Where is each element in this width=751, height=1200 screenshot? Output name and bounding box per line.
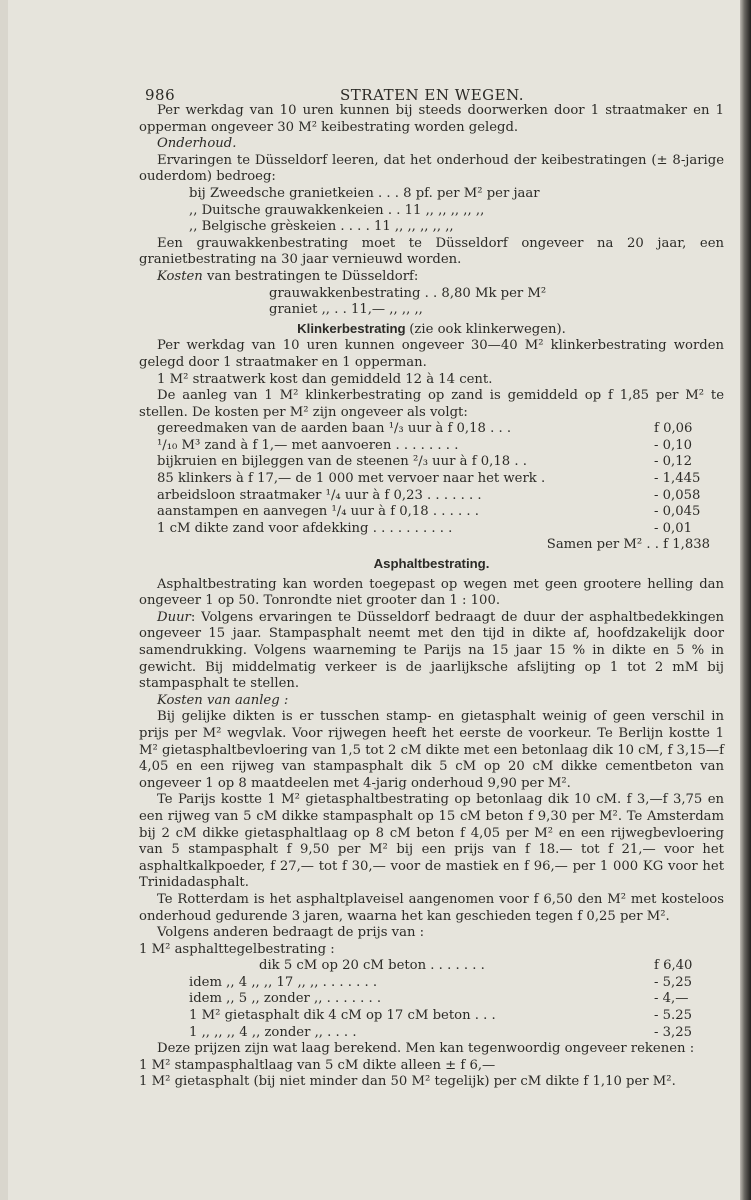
cost-row [139, 488, 724, 505]
tegel-value: f 6,40 [654, 958, 693, 974]
cost-label: arbeidsloon straatmaker ¹/₄ uur à f 0,23 . . . . . . . [157, 487, 482, 503]
asphalt-parijs: Te Parijs kostte 1 M² gietasphaltbestrating op betonlaag dik 10 cM. f 3,—f 3,75 en een rijweg van 5 cM dikke stampasphalt op 15 cM beton f 9,30 per M². Te Amsterdam bij 2 cM dikke gietasphaltlaag op 8 cM beton f 4,05 per M² en een rijwegbevloering van 5 stampasphalt f 9,50 per M² bij een prijs van f 18.— tot f 21,— voor het asphaltkalkpoeder, f 27,— tot f 30,— voor de mastiek en f 96,— per 1 000 KG voor het Trinidadasphalt. [139, 792, 724, 891]
tegel-row [139, 958, 724, 975]
tegel-heading: 1 M² asphalttegelbestrating : [139, 941, 335, 957]
cost-label: aanstampen en aanvegen ¹/₄ uur à f 0,18 . . . . . . [157, 504, 479, 520]
tegel-label: idem ,, 4 ,, ,, 17 ,, ,, . . . . . . . [189, 974, 378, 990]
kosten-item: grauwakkenbestrating . . 8,80 Mk per M² [269, 285, 547, 301]
tegel-value: - 5.25 [654, 1008, 693, 1024]
tegel-value: - 4,— [654, 991, 689, 1007]
cost-value: f 0,06 [654, 421, 693, 437]
klinker-p3: De aanleg van 1 M² klinkerbestrating op zand is gemiddeld op f 1,85 per M² te stellen. De kosten per M² zijn ongeveer als volgt: [139, 388, 724, 420]
tegel-row [139, 1025, 724, 1042]
asphalt-p1: Asphaltbestrating kan worden toegepast op wegen met geen grootere helling dan ongeveer 1 op 50. Tonrondte niet grooter dan 1 : 100. [139, 576, 724, 609]
tegel-row [139, 991, 724, 1008]
klinker-heading [139, 321, 724, 339]
cost-row [139, 454, 724, 471]
keibestrating-intro: Per werkdag van 10 uren kunnen bij steeds doorwerken door 1 straatmaker en 1 opperman ongeveer 30 M² keibestrating worden gelegd. [139, 103, 724, 135]
onderhoud-line: bij Zweedsche granietkeien . . . 8 pf. per M² per jaar [189, 185, 540, 201]
cost-row [139, 471, 724, 488]
cost-row [139, 421, 724, 438]
duur-text: : Volgens ervaringen te Düsseldorf bedraagt de duur der asphaltbedekkingen ongeveer 15 jaar. Stampasphalt neemt met den tijd in dikte af, hoofdzakelijk door samendrukking. Volgens waarneming te Parijs na 15 jaar 15 % in dikte en 5 % in gewicht. Bij middelmatig verkeer is de jaarlijksche afslijting op 1 tot 2 mM bij stampasphalt te stellen. [139, 609, 724, 692]
kosten-item: graniet ,, . . 11,— ,, ,, ,, [269, 302, 423, 318]
cost-value: - 0,01 [654, 520, 693, 536]
klinker-p1: Per werkdag van 10 uren kunnen ongeveer 30—40 M² klinkerbestrating worden gelegd door 1 straatmaker en 1 opperman. [139, 338, 724, 370]
tegel-label: 1 M² gietasphalt dik 4 cM op 17 cM beton . . . [189, 1008, 496, 1024]
vernieuwing-text: Een grauwakkenbestrating moet te Düsseldorf ongeveer na 20 jaar, een granietbestrating na 30 jaar vernieuwd worden. [139, 235, 724, 268]
tegel-label: 1 ,, ,, ,, 4 ,, zonder ,, . . . . [189, 1024, 357, 1040]
cost-value: - 0,10 [654, 437, 693, 453]
page-number: 986 [145, 86, 176, 104]
kosten-label: Kosten [157, 268, 203, 284]
tegel-value: - 3,25 [654, 1024, 693, 1040]
cost-total: Samen per M² . . f 1,838 [546, 537, 710, 553]
klinker-p2: 1 M² straatwerk kost dan gemiddeld 12 à 14 cent. [157, 371, 493, 387]
klinker-heading-note: (zie ook klinkerwegen). [409, 321, 566, 337]
kosten-aanleg-label: Kosten van aanleg : [157, 692, 289, 708]
klinker-heading-title: Klinkerbestrating [297, 320, 406, 336]
asphalt-volgens: Volgens anderen bedraagt de prijs van : [157, 925, 425, 941]
cost-row [139, 438, 724, 455]
running-title: STRATEN EN WEGEN. [340, 86, 525, 104]
onderhoud-text: Ervaringen te Düsseldorf leeren, dat het onderhoud der keibestratingen (± 8-jarige ouderdom) bedroeg: [139, 152, 724, 185]
kosten-text: van bestratingen te Düsseldorf: [207, 268, 419, 284]
cost-label: 85 klinkers à f 17,— de 1 000 met vervoer naar het werk . [157, 471, 546, 487]
cost-label: 1 cM dikte zand voor afdekking . . . . . . . . . . [157, 520, 453, 536]
tegel-row [139, 1008, 724, 1025]
duur-label: Duur [157, 609, 191, 625]
onderhoud-line: ,, Duitsche grauwakkenkeien . . 11 ,, ,, ,, ,, ,, [189, 202, 485, 218]
asphalt-last2: 1 M² gietasphalt (bij niet minder dan 50 M² tegelijk) per cM dikte f 1,10 per M². [139, 1074, 676, 1090]
cost-value: - 1,445 [654, 471, 701, 487]
page-body [139, 103, 724, 1091]
asphalt-deze: Deze prijzen zijn wat laag berekend. Men kan tegenwoordig ongeveer rekenen : [157, 1041, 695, 1057]
asphalt-last1: 1 M² stampasphaltlaag van 5 cM dikte alleen ± f 6,— [139, 1057, 496, 1073]
tegel-label: dik 5 cM op 20 cM beton . . . . . . . [259, 958, 485, 974]
cost-label: bijkruien en bijleggen van de steenen ²/₃ uur à f 0,18 . . [157, 454, 527, 470]
cost-value: - 0,045 [654, 504, 701, 520]
tegel-value: - 5,25 [654, 974, 693, 990]
cost-label: gereedmaken van de aarden baan ¹/₃ uur à f 0,18 . . . [157, 421, 512, 437]
onderhoud-label: Onderhoud. [157, 136, 237, 152]
book-edge [740, 0, 751, 1200]
asphalt-rotterdam: Te Rotterdam is het asphaltplaveisel aangenomen voor f 6,50 den M² met kosteloos onderhoud gedurende 3 jaren, waarna het kan geschieden tegen f 0,25 per M². [139, 891, 724, 924]
duur-paragraph [139, 610, 724, 693]
asphalt-heading: Asphaltbestrating. [373, 556, 490, 572]
tegel-row [139, 975, 724, 992]
asphalt-gelijke: Bij gelijke dikten is er tusschen stamp- en gietasphalt weinig of geen verschil in prijs per M² wegvlak. Voor rijwegen heeft het eerste de voorkeur. Te Berlijn kostte 1 M² gietasphaltbevloering van 1,5 tot 2 cM dikte met een betonlaag dik 10 cM, f 3,15—f 4,05 en een rijweg van stampasphalt dik 5 cM op 20 cM dikke cementbeton van ongeveer 1 op 8 maatdeelen met 4-jarig onderhoud 9,90 per M². [139, 709, 724, 791]
cost-value: - 0,058 [654, 487, 701, 503]
cost-row [139, 504, 724, 521]
tegel-label: idem ,, 5 ,, zonder ,, . . . . . . . [189, 991, 382, 1007]
onderhoud-line: ,, Belgische grèskeien . . . . 11 ,, ,, ,, ,, ,, [189, 219, 454, 235]
cost-row [139, 521, 724, 538]
cost-value: - 0,12 [654, 454, 693, 470]
cost-label: ¹/₁₀ M³ zand à f 1,— met aanvoeren . . . . . . . . [157, 437, 459, 453]
kosten-line [139, 269, 724, 286]
